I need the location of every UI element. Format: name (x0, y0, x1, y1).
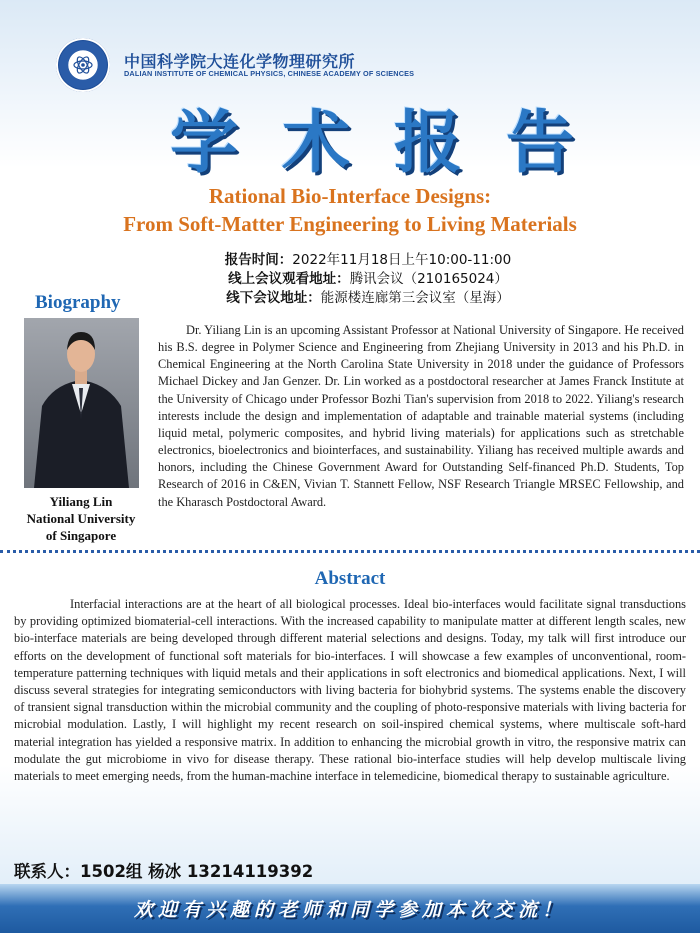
abstract-text: Interfacial interactions are at the heart of all biological processes. Ideal bio-interfaces would facilitate signal transductions by providing optimized biomaterial-cell interactions. With the increased capability to manipulate matter at different length scales, new bio-interface materials are being developed through different material selections and designs. Today, my talk will first introduce our efforts on the development of functional soft materials for bio-interfaces. I will showcase a few examples of unconventional, room-temperature patterning techniques with liquid metals and their applications in soft electronics and biomedical applications. Next, I will discuss several strategies for integrating semiconductors with living bacteria for biohybrid systems. The systems enable the discovery of transient signal transduction within the microbial community and the coupling of photo-responsive materials with living bacteria for microbial modulation. Lastly, I will highlight my recent research on soil-inspired chemical systems, where multiscale soft-hard material integration has yielded a responsive matrix. In addition to enhancing the microbial growth in vitro, the responsive matrix can modulate the gut microbiome in vivo for disease therapy. These rational bio-interface studies will help develop multiscale living materials to meet emerging needs, from the human-machine interface in telemedicine, biomedical therapy to sustainable agriculture. (14, 597, 686, 784)
biography-text: Dr. Yiliang Lin is an upcoming Assistant Professor at National University of Singapore. He received his B.S. degree in Polymer Science and Engineering from Zhejiang University in 2013 and his Ph.D. in Chemical Engineering at the North Carolina State University in 2018 under the guidance of Professors Michael Dickey and Jan Genzer. Dr. Lin worked as a postdoctoral researcher at James Franck Institute at the University of Chicago under Professor Bozhi Tian's supervision from 2018 to 2022. Yiliang's research interests include the design and implementation of adaptable and trainable material systems (including liquid metal, polymeric composites, and hybrid living materials) for applications such as stretchable electronics, bioelectronics and biointerfaces, and sustainability. Yiliang has received multiple awards and honors, including the Chinese Government Award for Outstanding Self-financed Ph.D. Students, Top Research of 2016 in C&EN, Vivian T. Stannett Fellow, NSF Research Triangle MRSEC Fellowship, and the Kharasch Postdoctoral Award. (158, 323, 684, 509)
contact-info: 联系人：1502组 杨冰 13214119392 (14, 862, 314, 881)
speaker-affiliation-line2: of Singapore (45, 528, 117, 543)
talk-time (0, 248, 700, 268)
talk-title-line2: From Soft-Matter Engineering to Living Materials (123, 212, 577, 236)
talk-time-value: 2022年11月18日上午10:00-11:00 (292, 252, 512, 268)
organization-name-en: DALIAN INSTITUTE OF CHEMICAL PHYSICS, CHINESE ACADEMY OF SCIENCES (124, 69, 415, 78)
abstract-heading: Abstract (314, 568, 386, 589)
speaker-affiliation-line1: National University (26, 511, 136, 526)
online-address-value: 腾讯会议（210165024） (349, 271, 508, 287)
talk-time-label: 报告时间： (224, 252, 293, 268)
offline-address-label: 线下会议地址： (226, 290, 321, 306)
banner-title: 学术报告 (169, 104, 618, 183)
offline-address-value: 能源楼连廊第三会议室（星海） (320, 290, 510, 306)
speaker-photo (24, 318, 139, 488)
section-divider (0, 550, 700, 553)
online-address-label: 线上会议观看地址： (228, 271, 350, 287)
talk-title-line1: Rational Bio-Interface Designs: (208, 184, 492, 208)
welcome-message: 欢迎有兴趣的老师和同学参加本次交流！ (133, 899, 566, 921)
organization-name-cn: 中国科学院大连化学物理研究所 (124, 52, 356, 71)
institute-emblem-icon (56, 38, 110, 92)
online-address (0, 267, 700, 287)
biography-heading: Biography (35, 292, 121, 313)
speaker-name: Yiliang Lin (49, 494, 113, 509)
